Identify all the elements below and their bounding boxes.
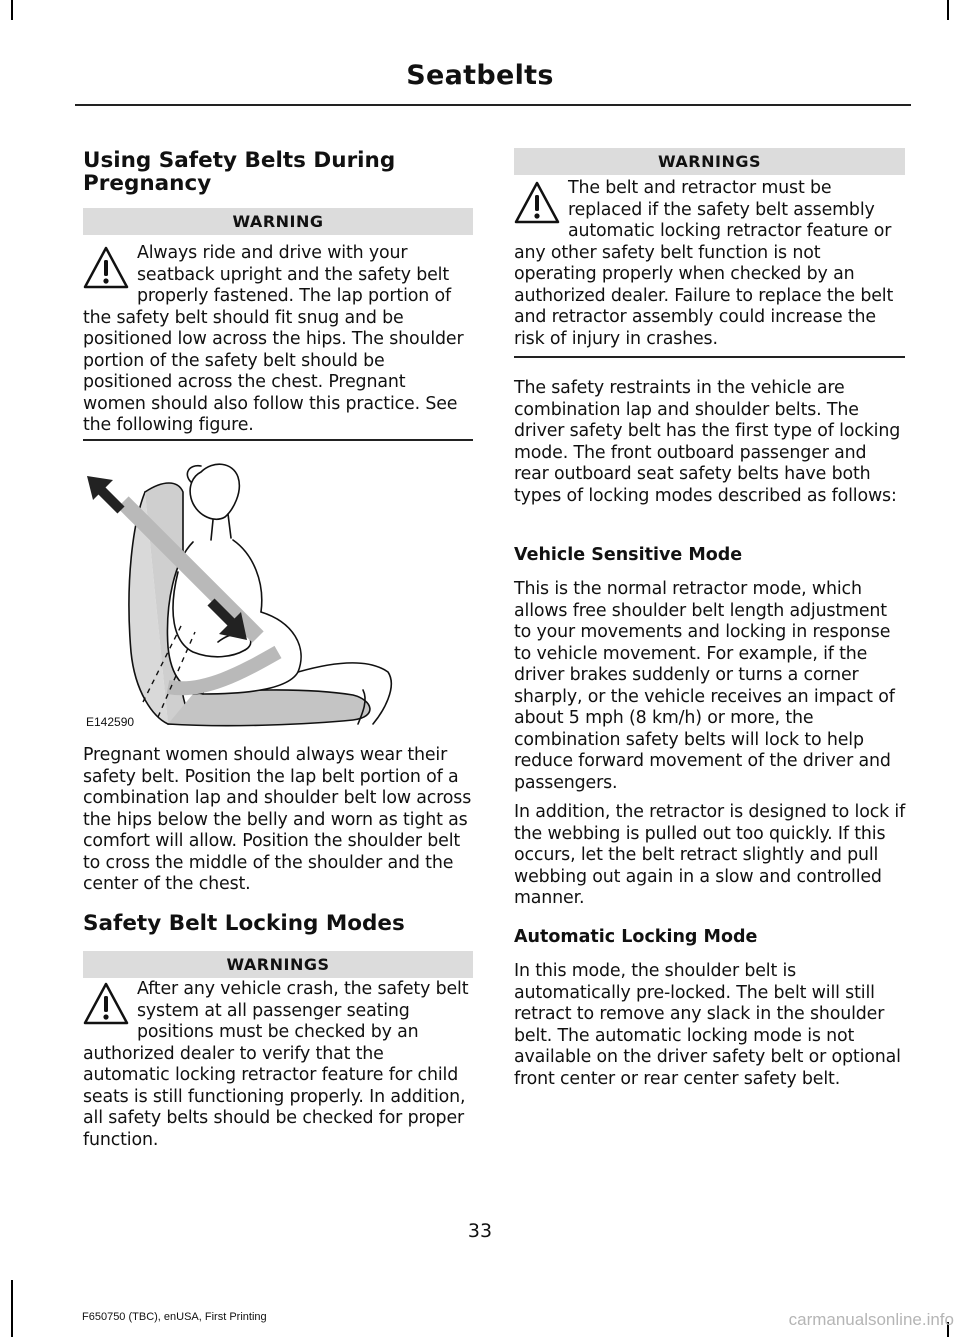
page-number: 33 [467,1220,493,1242]
warning-block-2 [83,979,473,1151]
warning-bar-1: WARNING [83,208,473,235]
paragraph-pregnant-women: Pregnant women should always wear their safety belt. Position the lap belt portion of a combination lap and shoulder belt low across the hips below the belly and worn as tight as comfort will allow. Position the shoulder belt to cross the middle of the shoulder and the center of the chest. [83,745,472,894]
warning-triangle-icon [83,981,129,1027]
warning-bar-3: WARNINGS [514,148,905,175]
warning-block-3 [514,178,905,350]
figure-code: E142590 [86,715,135,729]
crop-mark-bottom-left-v [11,1280,13,1337]
footer-print-info: F650750 (TBC), enUSA, First Printing [82,1311,267,1323]
heading-automatic-locking-mode: Automatic Locking Mode [514,927,758,947]
paragraph-vehicle-sensitive-1: This is the normal retractor mode, which allows free shoulder belt length adjustment to your movements and locking in response to vehicle movement. For example, if the driver brakes suddenly or turns a corner sharply, or the vehicle receives an impact of about 5 mph (8 km/h) or more, the combination safety belts will lock to help reduce forward movement of the driver and passengers. [514,579,895,793]
heading-locking-modes: Safety Belt Locking Modes [83,911,405,936]
warning-block-1 [83,243,473,437]
warning-text-2: After any vehicle crash, the safety belt system at all passenger seating positions must be checked by an authorized dealer to verify that the automatic locking retractor feature for child seats is still functioning properly. In addition, all safety belts should be checked for proper function. [83,979,469,1150]
watermark: carmanualsonline.info [788,1310,954,1329]
warning-bar-2: WARNINGS [83,951,473,978]
paragraph-vehicle-sensitive-2: In addition, the retractor is designed to lock if the webbing is pulled out too quickly. If this occurs, let the belt retract slightly and pull webbing out again in a slow and controlled manner. [514,802,906,908]
warning-triangle-icon [514,180,560,226]
warning-rule-1 [83,439,473,441]
warning-rule-3 [514,356,905,358]
pregnant-seatbelt-illustration [83,462,473,730]
heading-pregnancy: Using Safety Belts During Pregnancy [83,148,396,196]
paragraph-safety-restraints: The safety restraints in the vehicle are combination lap and shoulder belts. The driver safety belt has the first type of locking mode. The front outboard passenger and rear outboard seat safety belts have both types of locking modes described as follows: [514,378,901,506]
crop-mark-top-right-v [947,0,949,20]
header-divider [75,104,911,106]
warning-text-3: The belt and retractor must be replaced if the safety belt assembly automatic locking retractor feature or any other safety belt function is not operating properly when checked by an authorized dealer. Failure to replace the belt and retractor assembly could increase the risk of injury in crashes. [514,178,894,349]
warning-text-1: Always ride and drive with your seatback upright and the safety belt properly fastened. The lap portion of the safety belt should fit snug and be positioned low across the hips. The shoulder portion of the safety belt should be positioned across the chest. Pregnant women should also follow this practice. See the following figure. [83,243,464,435]
warning-triangle-icon [83,245,129,291]
paragraph-automatic-locking: In this mode, the shoulder belt is automatically pre-locked. The belt will still retract to remove any slack in the shoulder belt. The automatic locking mode is not available on the driver safety belt or optional front center or rear center safety belt. [514,961,901,1089]
crop-mark-top-left-v [11,0,13,20]
heading-vehicle-sensitive-mode: Vehicle Sensitive Mode [514,545,743,565]
arrow-up-left-icon [87,476,121,510]
page-header-title: Seatbelts [406,60,554,91]
